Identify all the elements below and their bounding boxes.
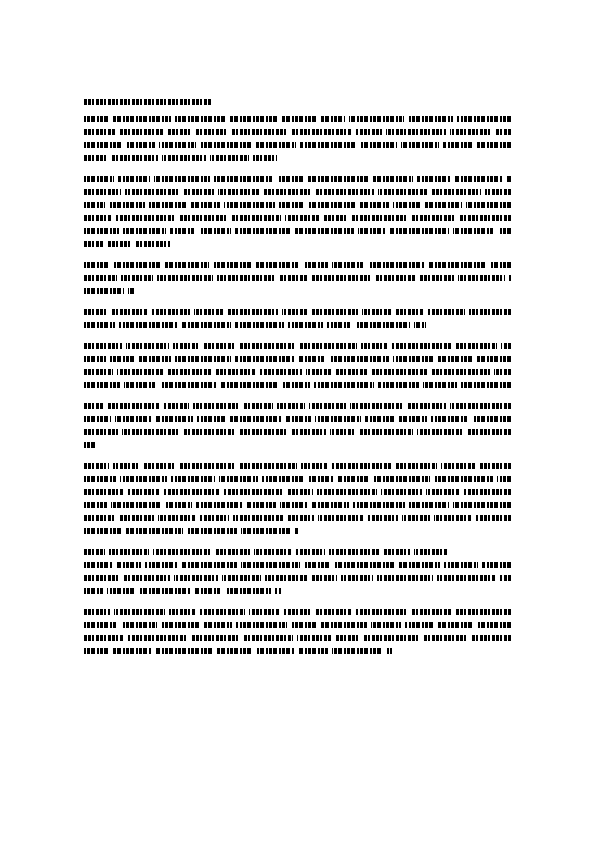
text-line <box>84 366 512 379</box>
paragraph <box>84 606 512 658</box>
text-line <box>84 512 512 525</box>
text-line <box>84 126 512 139</box>
paragraph <box>84 340 512 392</box>
text-line <box>84 486 512 499</box>
paragraph <box>84 259 512 298</box>
text-line <box>84 585 512 598</box>
text-line <box>84 645 512 658</box>
text-line <box>84 212 512 225</box>
text-line <box>84 379 512 392</box>
text-line <box>84 499 512 512</box>
paragraph <box>84 306 512 332</box>
paragraph <box>84 460 512 538</box>
text-line <box>84 606 512 619</box>
text-line <box>84 225 512 238</box>
text-line <box>84 199 512 212</box>
document-heading <box>84 96 512 109</box>
paragraph <box>84 400 512 452</box>
paragraph <box>84 173 512 251</box>
text-line <box>84 285 512 298</box>
paragraph <box>84 546 512 598</box>
text-line <box>84 340 512 353</box>
document-page <box>84 96 512 666</box>
text-line <box>84 319 512 332</box>
text-line <box>84 152 512 165</box>
text-line <box>84 113 512 126</box>
text-line <box>84 632 512 645</box>
text-line <box>84 306 512 319</box>
text-line <box>84 473 512 486</box>
text-line <box>84 619 512 632</box>
text-line <box>84 460 512 473</box>
text-line <box>84 353 512 366</box>
text-line <box>84 259 512 272</box>
paragraph <box>84 113 512 165</box>
text-line <box>84 572 512 585</box>
text-line <box>84 400 512 413</box>
text-line <box>84 426 512 439</box>
text-line <box>84 272 512 285</box>
text-line <box>84 439 512 452</box>
text-line <box>84 546 512 559</box>
text-line <box>84 525 512 538</box>
text-line <box>84 139 512 152</box>
text-line <box>84 559 512 572</box>
text-line <box>84 186 512 199</box>
text-line <box>84 238 512 251</box>
text-line <box>84 173 512 186</box>
text-line <box>84 413 512 426</box>
document-body <box>84 113 512 658</box>
